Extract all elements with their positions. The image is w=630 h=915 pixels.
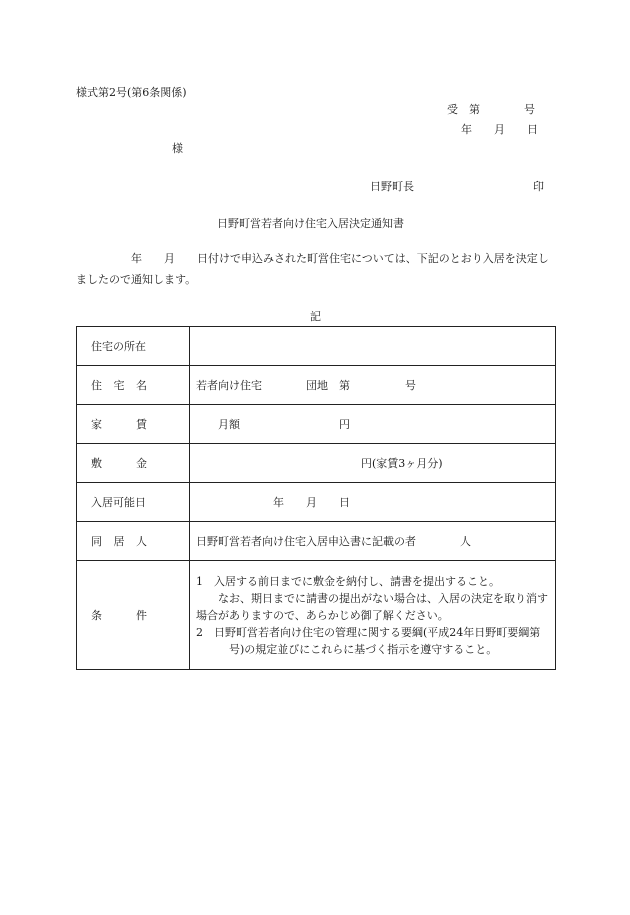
ki-heading: 記 (310, 310, 321, 323)
document-title: 日野町営若者向け住宅入居決定通知書 (217, 217, 404, 230)
condition-line: 1 入居する前日までに敷金を納付し、請書を提出すること。 (196, 574, 500, 588)
row-label: 住 宅 名 (91, 379, 147, 392)
row-value: 年 月 日 (190, 483, 556, 522)
row-value: 月額 円 (190, 405, 556, 444)
sender-name: 日野町長 (370, 180, 414, 193)
row-value (190, 327, 556, 366)
body-paragraph: 年 月 日付けで申込みされた町営住宅については、下記のとおり入居を決定しましたので通知します。 (76, 252, 549, 286)
table-row (77, 327, 556, 366)
table-row (77, 405, 556, 444)
table-row (77, 561, 556, 670)
condition-line: 号)の規定並びにこれらに基づく指示を遵守すること。 (196, 642, 498, 656)
row-label: 同 居 人 (91, 535, 147, 548)
condition-line: なお、期日までに請書の提出がない場合は、入居の決定を取り消す (196, 591, 548, 605)
seal-mark: 印 (533, 180, 544, 193)
table-row (77, 522, 556, 561)
row-value: 円(家賃3ヶ月分) (190, 444, 556, 483)
row-label: 条 件 (91, 609, 147, 622)
issue-date: 年 月 日 (461, 123, 538, 136)
row-label: 入居可能日 (91, 496, 146, 509)
notice-table (76, 326, 556, 670)
form-number: 様式第2号(第6条関係) (76, 86, 187, 99)
row-value: 日野町営若者向け住宅入居申込書に記載の者 人 (190, 522, 556, 561)
table-row (77, 444, 556, 483)
receipt-number: 受 第 号 (447, 103, 535, 116)
condition-line: 場合がありますので、あらかじめ御了解ください。 (196, 608, 449, 622)
addressee: 様 (172, 142, 183, 155)
row-label: 住宅の所在 (91, 340, 146, 353)
conditions-text (190, 561, 556, 670)
row-value: 若者向け住宅 団地 第 号 (190, 366, 556, 405)
row-label: 敷 金 (91, 457, 147, 470)
table-row (77, 366, 556, 405)
row-label: 家 賃 (91, 418, 147, 431)
condition-line: 2 日野町営若者向け住宅の管理に関する要綱(平成24年日野町要綱第 (196, 625, 541, 639)
table-row (77, 483, 556, 522)
